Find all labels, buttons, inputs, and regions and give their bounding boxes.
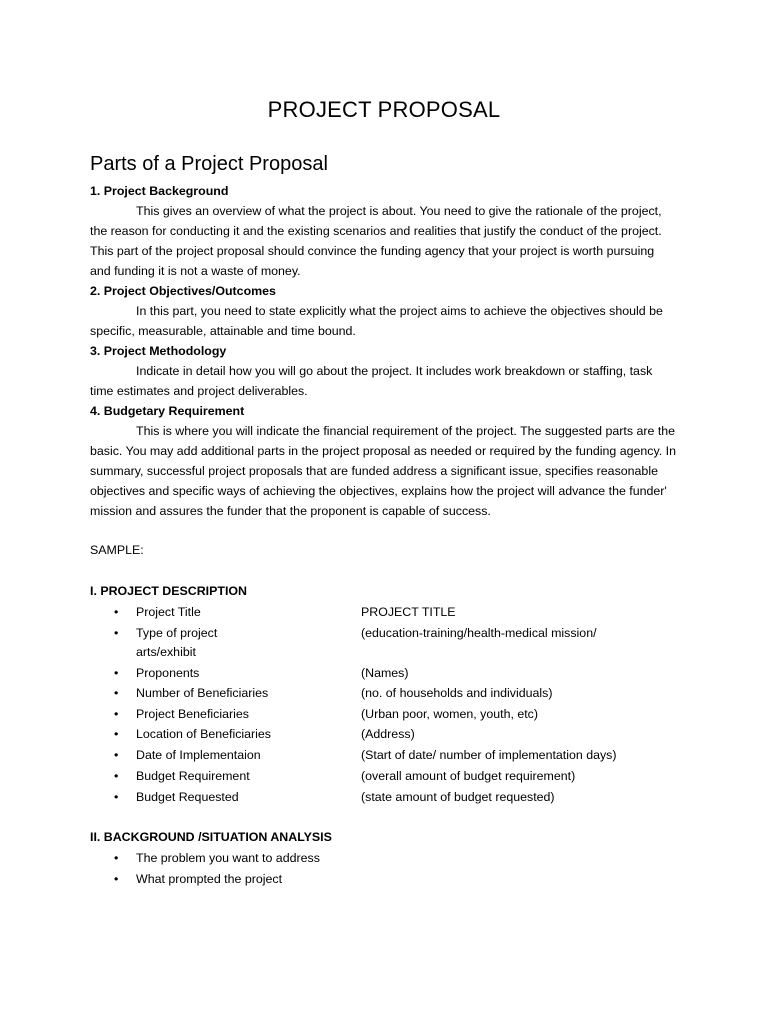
- section-4-heading: 4. Budgetary Requirement: [90, 404, 245, 418]
- item-label: Budget Requirement: [136, 769, 250, 783]
- bullet-icon: •: [114, 686, 119, 700]
- item-value: (state amount of budget requested): [361, 790, 555, 804]
- item-label: Project Title: [136, 605, 201, 619]
- list-item: [90, 724, 690, 744]
- bullet-icon: •: [114, 851, 119, 865]
- item-value: (Urban poor, women, youth, etc): [361, 707, 538, 721]
- item-label: Date of Implementaion: [136, 748, 261, 762]
- item-value: (no. of households and individuals): [361, 686, 553, 700]
- item-label: What prompted the project: [136, 872, 283, 886]
- section-3-body: [90, 361, 676, 401]
- list-item: [90, 704, 690, 724]
- bullet-icon: •: [114, 872, 119, 886]
- bullet-icon: •: [114, 790, 119, 804]
- bullet-icon: •: [114, 748, 119, 762]
- document-title: PROJECT PROPOSAL: [267, 97, 501, 122]
- list-item: [90, 766, 690, 786]
- bullet-icon: •: [114, 605, 119, 619]
- section-1-heading: 1. Project Backeground: [90, 184, 229, 198]
- list-item: [90, 745, 690, 765]
- section-4-body: [90, 421, 676, 521]
- sample-label: SAMPLE:: [90, 543, 144, 557]
- item-value: (overall amount of budget requirement): [361, 769, 576, 783]
- item-label: The problem you want to address: [136, 851, 320, 865]
- item-label: Location of Beneficiaries: [136, 727, 272, 741]
- bullet-icon: •: [114, 626, 119, 640]
- item-label: Number of Beneficiaries: [136, 686, 269, 700]
- bullet-icon: •: [114, 769, 119, 783]
- bullet-icon: •: [114, 707, 119, 721]
- list-item: [90, 848, 690, 868]
- section-2-body: [90, 301, 676, 341]
- list-item: [90, 623, 690, 643]
- section-1-body: [90, 201, 676, 281]
- section-4-text: This is where you will indicate the financial requirement of the project. The suggested parts are the basic. You may add additional parts in the project proposal as needed or required by the funding agency. In summary, successful project proposals that are funded address a significant issue, specifies reasonable objectives and specific ways of achieving the objectives, explains how the project will advance the funder' mission and assures the funder that the proponent is capable of success.: [90, 424, 676, 518]
- background-heading: II. BACKGROUND /SITUATION ANALYSIS: [90, 830, 332, 844]
- section-3-text: Indicate in detail how you will go about the project. It includes work breakdown or staffing, task time estimates and project deliverables.: [90, 364, 653, 398]
- item-label: Budget Requested: [136, 790, 239, 804]
- list-item: [90, 787, 690, 807]
- item-label-continuation: arts/exhibit: [136, 645, 196, 659]
- section-3-heading: 3. Project Methodology: [90, 344, 227, 358]
- list-item: [90, 663, 690, 683]
- item-value: (Address): [361, 727, 415, 741]
- item-label: Project Beneficiaries: [136, 707, 249, 721]
- bullet-icon: •: [114, 727, 119, 741]
- section-1-text: This gives an overview of what the project is about. You need to give the rationale of the project, the reason for conducting it and the existing scenarios and realities that justify the conduct of the project. This part of the project proposal should convince the funding agency that your project is worth pursuing and funding it is not a waste of money.: [90, 204, 662, 278]
- bullet-icon: •: [114, 666, 119, 680]
- section-2-heading: 2. Project Objectives/Outcomes: [90, 284, 276, 298]
- item-value: PROJECT TITLE: [361, 605, 456, 619]
- item-label: Type of project: [136, 626, 218, 640]
- project-description-heading: I. PROJECT DESCRIPTION: [90, 584, 247, 598]
- list-item: [90, 869, 690, 889]
- section-heading: Parts of a Project Proposal: [90, 153, 328, 175]
- item-value: (Names): [361, 666, 409, 680]
- item-value: (Start of date/ number of implementation days): [361, 748, 617, 762]
- list-item: [90, 683, 690, 703]
- list-item: [90, 602, 690, 622]
- item-label: Proponents: [136, 666, 200, 680]
- section-2-text: In this part, you need to state explicitly what the project aims to achieve the objectives should be specific, measurable, attainable and time bound.: [90, 304, 663, 338]
- item-value: (education-training/health-medical mission/: [361, 626, 597, 640]
